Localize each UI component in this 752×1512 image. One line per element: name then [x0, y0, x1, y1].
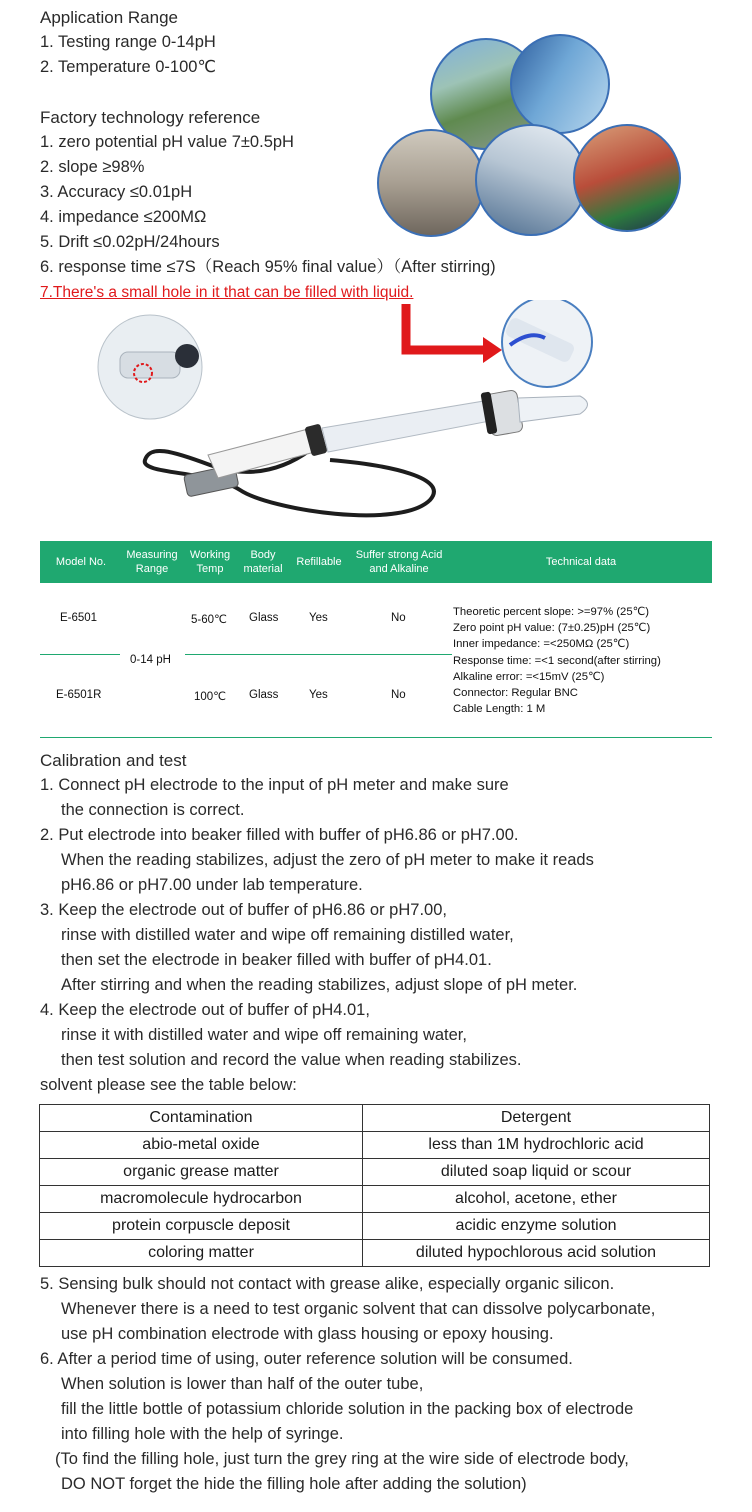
tech-line: Connector: Regular BNC: [453, 687, 578, 700]
detergent-cell: acidic enzyme solution: [363, 1213, 710, 1240]
spec-table: [40, 541, 712, 716]
row-divider: [40, 654, 120, 655]
calibration-line: 2. Put electrode into beaker filled with buffer of pH6.86 or pH7.00.: [40, 826, 519, 844]
tech-line: Cable Length: 1 M: [453, 703, 546, 716]
contamination-cell: organic grease matter: [40, 1159, 363, 1186]
note-line: fill the little bottle of potassium chloride solution in the packing box of electrode: [61, 1400, 634, 1418]
filling-hole-arrow-icon: [406, 304, 485, 350]
application-item: 2. Temperature 0-100℃: [40, 58, 216, 76]
application-heading: Application Range: [40, 8, 178, 27]
table-row: [40, 1132, 710, 1159]
row1-temp: 5-60℃: [191, 614, 227, 626]
header-technical: Technical data: [545, 556, 617, 568]
row1-refill: Yes: [309, 612, 328, 624]
table-row: [40, 1240, 710, 1267]
pipeline-photo: [475, 124, 587, 236]
calibration-line: rinse it with distilled water and wipe off remaining water,: [61, 1026, 467, 1044]
factory-item: 1. zero potential pH value 7±0.5pH: [40, 133, 294, 151]
header-range: Measuring Range: [126, 549, 178, 575]
contamination-cell: protein corpuscle deposit: [40, 1213, 363, 1240]
tech-line: Alkaline error: =<15mV (25℃): [453, 670, 605, 683]
row2-model: E-6501R: [56, 689, 102, 701]
header-contamination: Contamination: [40, 1105, 363, 1132]
range-value: 0-14 pH: [130, 654, 171, 666]
header-temp: Working Temp: [189, 549, 231, 575]
technical-data: [453, 604, 661, 717]
application-photo-collage: [375, 34, 690, 234]
table-header-row: [40, 1105, 710, 1132]
header-acid: Suffer strong Acid and Alkaline: [355, 549, 443, 575]
factory-item: 3. Accuracy ≤0.01pH: [40, 183, 193, 201]
tech-line: Response time: =<1 second(after stirring): [453, 654, 661, 667]
factory-item: 2. slope ≥98%: [40, 158, 145, 176]
contamination-cell: macromolecule hydrocarbon: [40, 1186, 363, 1213]
note-line: use pH combination electrode with glass housing or epoxy housing.: [61, 1325, 554, 1343]
tech-line: Zero point pH value: (7±0.25)pH (25℃): [453, 622, 651, 635]
note-line: into filling hole with the help of syringe.: [61, 1425, 344, 1443]
filling-hole-note: 7.There's a small hole in it that can be filled with liquid.: [40, 284, 414, 301]
plating-photo: [573, 124, 681, 232]
note-line: DO NOT forget the hide the filling hole after adding the solution): [61, 1475, 527, 1493]
header-body: Body material: [243, 549, 283, 575]
factory-item: 6. response time ≤7S（Reach 95% final value）（After stirring): [40, 258, 496, 276]
worker-photo: [510, 34, 610, 134]
row1-model: E-6501: [60, 612, 98, 624]
calibration-line: rinse with distilled water and wipe off remaining distilled water,: [61, 926, 514, 944]
row1-body: Glass: [249, 612, 279, 624]
note-line: (To find the filling hole, just turn the grey ring at the wire side of electrode body,: [55, 1450, 629, 1468]
calibration-line: 3. Keep the electrode out of buffer of pH6.86 or pH7.00,: [40, 901, 447, 919]
calibration-line: the connection is correct.: [61, 801, 245, 819]
table-row: [40, 1159, 710, 1186]
calibration-line: pH6.86 or pH7.00 under lab temperature.: [61, 876, 363, 894]
row2-acid: No: [391, 689, 406, 701]
row2-body: Glass: [249, 689, 279, 701]
calibration-line: then set the electrode in beaker filled with buffer of pH4.01.: [61, 951, 492, 969]
calibration-line: After stirring and when the reading stabilizes, adjust slope of pH meter.: [61, 976, 578, 994]
detergent-cell: less than 1M hydrochloric acid: [363, 1132, 710, 1159]
detergent-cell: alcohol, acetone, ether: [363, 1186, 710, 1213]
calibration-line: then test solution and record the value when reading stabilizes.: [61, 1051, 522, 1069]
note-line: 5. Sensing bulk should not contact with grease alike, especially organic silicon.: [40, 1275, 615, 1293]
table-row: [40, 1186, 710, 1213]
calibration-line: 1. Connect pH electrode to the input of pH meter and make sure: [40, 776, 509, 794]
calibration-line: When the reading stabilizes, adjust the zero of pH meter to make it reads: [61, 851, 594, 869]
contamination-cell: abio-metal oxide: [40, 1132, 363, 1159]
factory-item: 5. Drift ≤0.02pH/24hours: [40, 233, 220, 251]
tech-line: Inner impedance: =<250MΩ (25℃): [453, 638, 630, 651]
contamination-cell: coloring matter: [40, 1240, 363, 1267]
header-model: Model No.: [55, 556, 107, 568]
header-refillable: Refillable: [296, 556, 342, 568]
row2-temp: 100℃: [194, 691, 227, 703]
row2-refill: Yes: [309, 689, 328, 701]
solvent-intro: solvent please see the table below:: [40, 1076, 297, 1094]
factory-item: 4. impedance ≤200MΩ: [40, 208, 207, 226]
table-row: [40, 1213, 710, 1240]
detergent-cell: diluted hypochlorous acid solution: [363, 1240, 710, 1267]
header-detergent: Detergent: [363, 1105, 710, 1132]
solvent-table: [39, 1104, 710, 1267]
row1-acid: No: [391, 612, 406, 624]
calibration-heading: Calibration and test: [40, 751, 187, 770]
detergent-cell: diluted soap liquid or scour: [363, 1159, 710, 1186]
note-line: 6. After a period time of using, outer reference solution will be consumed.: [40, 1350, 573, 1368]
paper-mill-photo: [377, 129, 485, 237]
note-line: Whenever there is a need to test organic solvent that can dissolve polycarbonate,: [61, 1300, 656, 1318]
spec-table-header: [40, 541, 712, 583]
tech-line: Theoretic percent slope: >=97% (25℃): [453, 606, 650, 618]
application-item: 1. Testing range 0-14pH: [40, 33, 216, 51]
note-line: When solution is lower than half of the outer tube,: [61, 1375, 424, 1393]
electrode-photo: [90, 300, 620, 535]
calibration-line: 4. Keep the electrode out of buffer of pH4.01,: [40, 1001, 370, 1019]
table-bottom-line: [40, 737, 712, 738]
row-divider: [185, 654, 452, 655]
factory-heading: Factory technology reference: [40, 108, 261, 127]
